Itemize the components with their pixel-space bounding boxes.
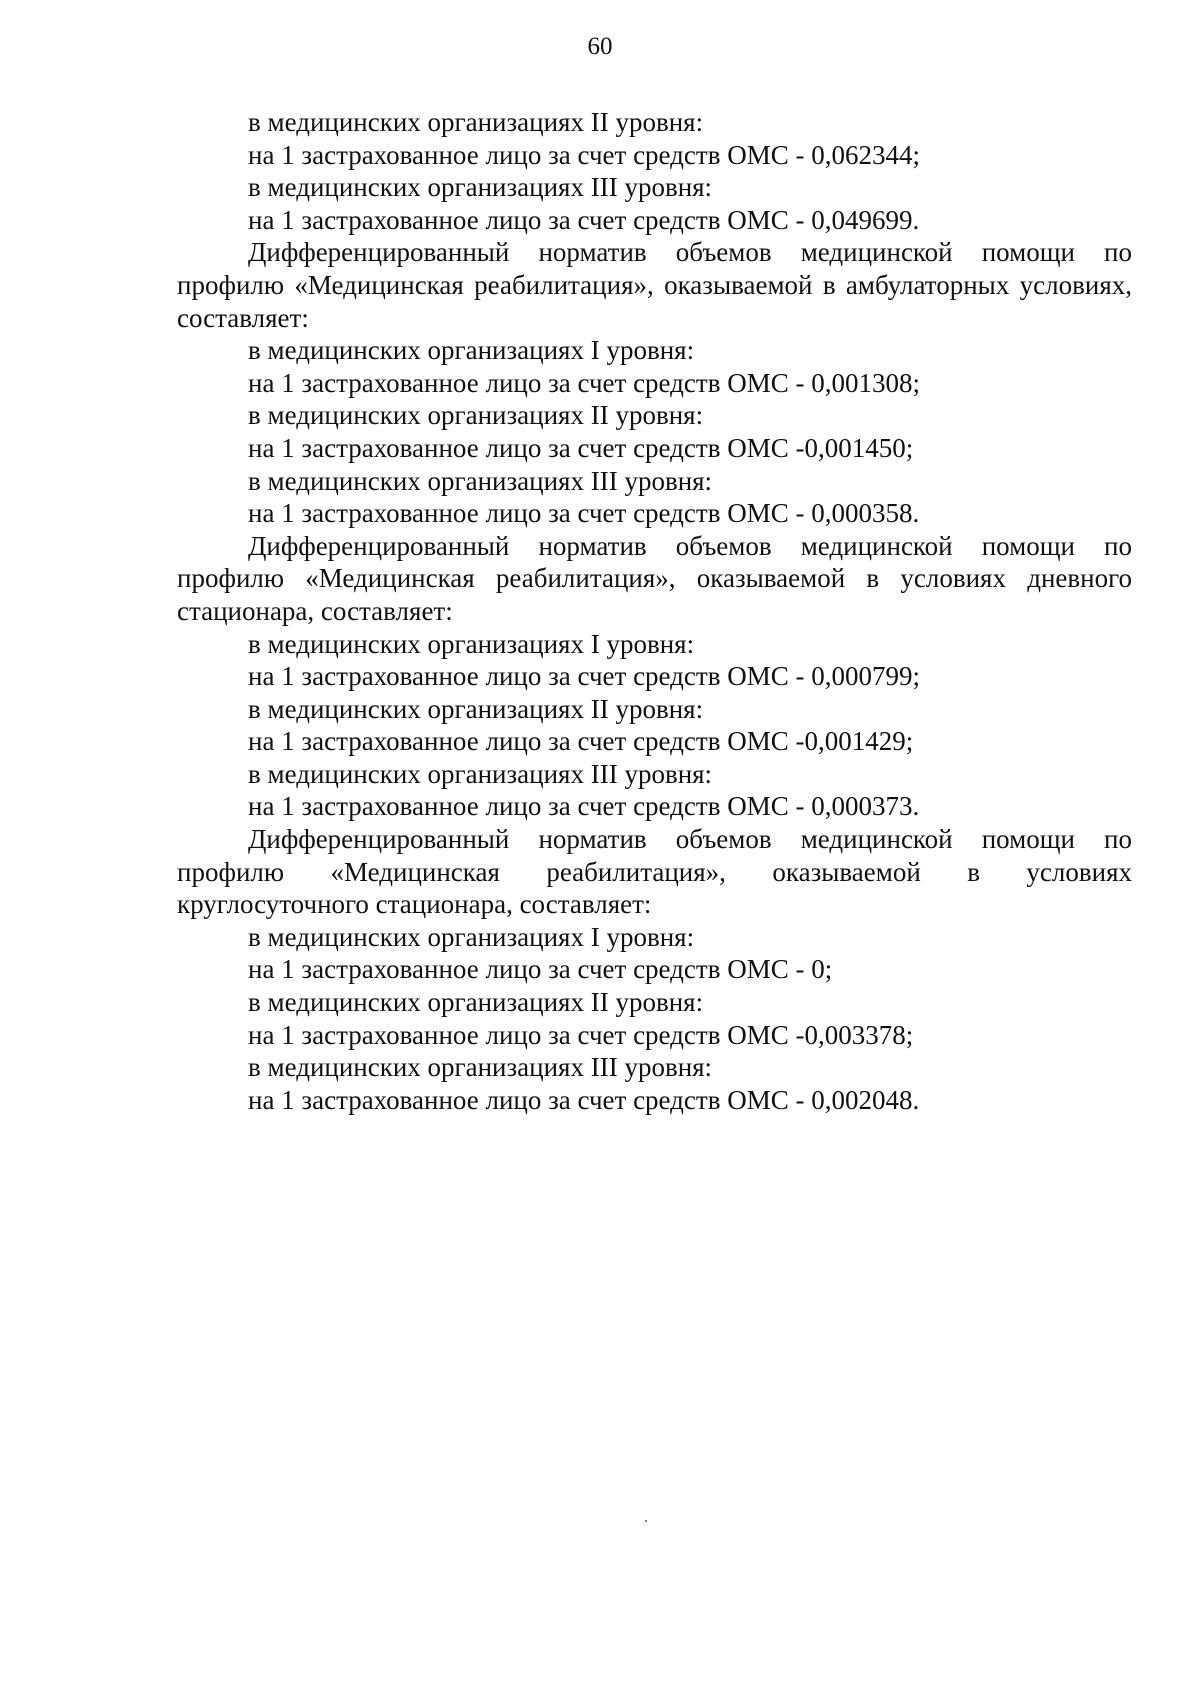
norm-value-line: на 1 застрахованное лицо за счет средств ОМС -0,003378; xyxy=(248,1019,914,1050)
level-heading: в медицинских организациях I уровня: xyxy=(248,335,695,366)
norm-value-line: на 1 застрахованное лицо за счет средств ОМС - 0,049699. xyxy=(248,204,920,235)
norm-paragraph-round-the-clock: Дифференцированный норматив объемов медицинской помощи по профилю «Медицинская реабилитация», оказываемой в условиях круглосуточного стационара, составляет: xyxy=(177,824,1132,920)
page-number: 60 xyxy=(587,33,613,60)
norm-value-line: на 1 застрахованное лицо за счет средств ОМС - 0,002048. xyxy=(248,1084,920,1115)
norm-paragraph-ambulatory: Дифференцированный норматив объемов медицинской помощи по профилю «Медицинская реабилитация», оказываемой в амбулаторных условиях, составляет: xyxy=(177,237,1132,333)
norm-value-line: на 1 застрахованное лицо за счет средств ОМС - 0; xyxy=(248,954,833,985)
norm-value-line: на 1 застрахованное лицо за счет средств ОМС - 0,062344; xyxy=(248,139,920,170)
norm-value-line: на 1 застрахованное лицо за счет средств ОМС -0,001450; xyxy=(248,432,914,463)
norm-paragraph-day-hospital: Дифференцированный норматив объемов медицинской помощи по профилю «Медицинская реабилитация», оказываемой в условиях дневного стационара, составляет: xyxy=(177,530,1132,626)
level-heading: в медицинских организациях II уровня: xyxy=(248,693,704,724)
norm-value-line: на 1 застрахованное лицо за счет средств ОМС - 0,001308; xyxy=(248,367,920,398)
level-heading: в медицинских организациях III уровня: xyxy=(248,465,713,496)
norm-value-line: на 1 застрахованное лицо за счет средств ОМС - 0,000358. xyxy=(248,498,920,529)
level-heading: в медицинских организациях III уровня: xyxy=(248,1052,713,1083)
level-heading: в медицинских организациях I уровня: xyxy=(248,628,695,659)
document-body xyxy=(177,106,1132,1116)
scan-speck xyxy=(645,1520,647,1522)
level-heading: в медицинских организациях I уровня: xyxy=(248,921,695,952)
level-heading: в медицинских организациях III уровня: xyxy=(248,172,713,203)
level-heading: в медицинских организациях II уровня: xyxy=(248,400,704,431)
level-heading: в медицинских организациях II уровня: xyxy=(248,107,704,137)
level-heading: в медицинских организациях III уровня: xyxy=(248,758,713,789)
norm-value-line: на 1 застрахованное лицо за счет средств ОМС - 0,000373. xyxy=(248,791,920,822)
level-heading: в медицинских организациях II уровня: xyxy=(248,987,704,1018)
norm-value-line: на 1 застрахованное лицо за счет средств ОМС - 0,000799; xyxy=(248,661,920,692)
norm-value-line: на 1 застрахованное лицо за счет средств ОМС -0,001429; xyxy=(248,726,914,757)
